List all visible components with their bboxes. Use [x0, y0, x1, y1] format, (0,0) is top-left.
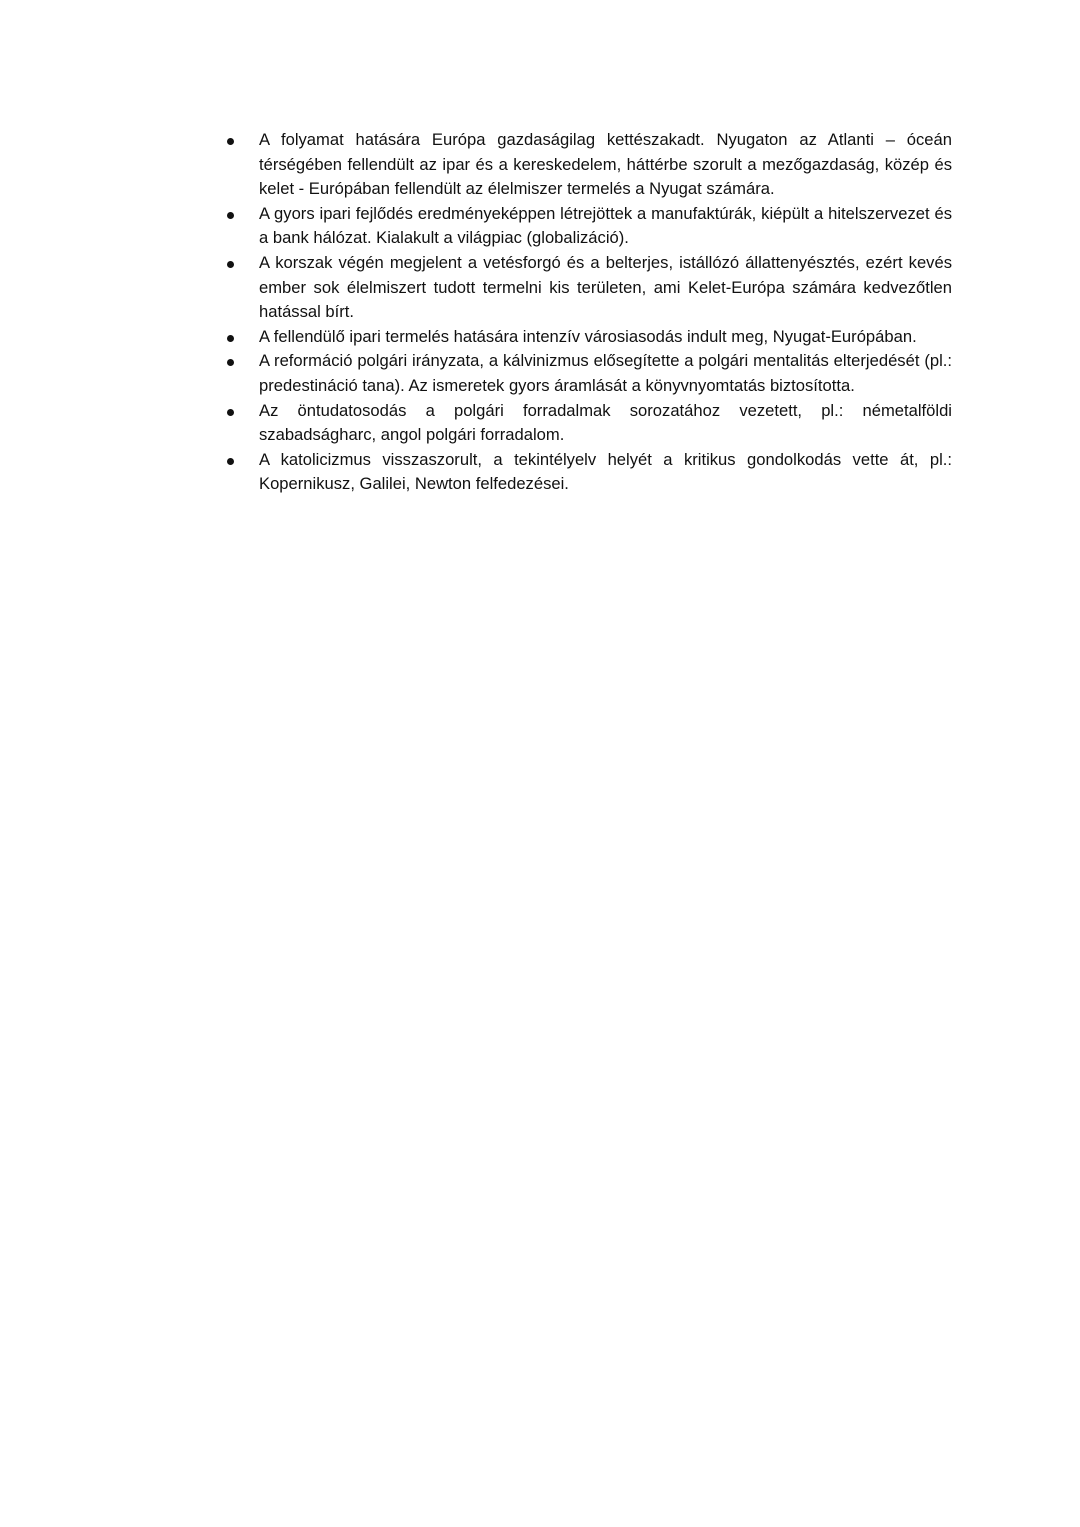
- list-item: [222, 399, 952, 448]
- bullet-icon: [227, 261, 234, 268]
- bullet-icon: [227, 138, 234, 145]
- list-item: [222, 251, 952, 325]
- bullet-text: Az öntudatosodás a polgári forradalmak sorozatához vezetett, pl.: németalföldi szabadságharc, angol polgári forradalom.: [259, 400, 952, 445]
- bullet-text: A katolicizmus visszaszorult, a tekintélyelv helyét a kritikus gondolkodás vette át, pl.: Kopernikusz, Galilei, Newton felfedezései.: [259, 449, 952, 494]
- bullet-icon: [227, 409, 234, 416]
- list-item: [222, 448, 952, 497]
- list-item: [222, 325, 952, 350]
- bullet-icon: [227, 212, 234, 219]
- bullet-text: A folyamat hatására Európa gazdaságilag kettészakadt. Nyugaton az Atlanti – óceán térségében fellendült az ipar és a kereskedelem, háttérbe szorult a mezőgazdaság, közép és kelet - Európában fellendült az élelmiszer termelés a Nyugat számára.: [259, 130, 952, 199]
- bullet-text: A korszak végén megjelent a vetésforgó és a belterjes, istállózó állattenyésztés, ezért kevés ember sok élelmiszert tudott termelni kis területen, ami Kelet-Európa számára kedvezőtlen hatással bírt.: [259, 252, 952, 322]
- list-item: [222, 128, 952, 202]
- bullet-text: A gyors ipari fejlődés eredményeképpen létrejöttek a manufaktúrák, kiépült a hitelszervezet és a bank hálózat. Kialakult a világpiac (globalizáció).: [259, 203, 952, 248]
- bullet-text: A reformáció polgári irányzata, a kálvinizmus elősegítette a polgári mentalitás elterjedését (pl.: predestináció tana). Az ismeretek gyors áramlását a könyvnyomtatás biztosította.: [259, 351, 952, 395]
- bullet-icon: [227, 335, 234, 342]
- bullet-text: A fellendülő ipari termelés hatására intenzív városiasodás indult meg, Nyugat-Európában.: [259, 326, 917, 346]
- list-item: [222, 202, 952, 251]
- bullet-list: [222, 128, 952, 497]
- bullet-icon: [227, 458, 234, 465]
- bullet-icon: [227, 359, 234, 366]
- list-item: [222, 349, 952, 398]
